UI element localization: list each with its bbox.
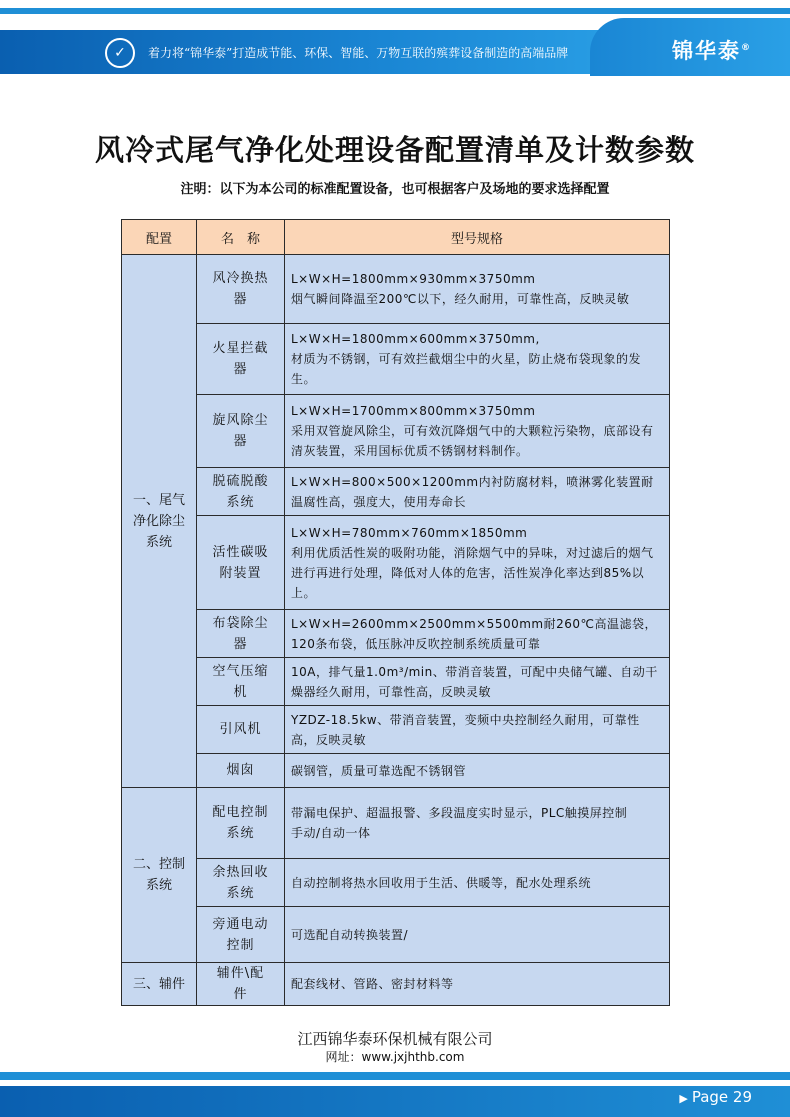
- item-name-cell: 空气压缩机: [197, 658, 285, 706]
- company-name: 江西锦华泰环保机械有限公司: [297, 1030, 493, 1048]
- table-row: [122, 324, 670, 395]
- spec-line: L×W×H=800×500×1200mm内衬防腐材料，喷淋雾化装置耐温腐性高，强度大，使用寿命长: [291, 474, 654, 509]
- page-label: Page 29: [691, 1088, 752, 1106]
- item-name-cell: 配电控制系统: [197, 788, 285, 859]
- spec-line: L×W×H=1800mm×600mm×3750mm,: [291, 332, 540, 346]
- item-name-cell: 旋风除尘器: [197, 395, 285, 468]
- table-header-row: [122, 220, 670, 255]
- spec-line: 可选配自动转换装置/: [291, 927, 409, 942]
- spec-table: [121, 219, 670, 1006]
- item-spec-cell: [285, 324, 670, 395]
- check-circle-icon: ✓: [105, 38, 135, 68]
- page-title: 风冷式尾气净化处理设备配置清单及计数参数: [94, 133, 695, 167]
- spec-line: 配套线材、管路、密封材料等: [291, 977, 454, 991]
- table-body: [122, 255, 670, 1006]
- header-spec: 型号规格: [285, 220, 670, 255]
- item-spec-cell: [285, 255, 670, 324]
- spec-line: L×W×H=1700mm×800mm×3750mm: [291, 404, 536, 418]
- item-spec-cell: [285, 706, 670, 754]
- spec-line: 10A，排气量1.0m³/min、带消音装置，可配中央储气罐、自动干燥器经久耐用，可靠性高，反映灵敏: [291, 664, 658, 699]
- brand-logo: [672, 35, 752, 65]
- header-slogan: 着力将“锦华泰”打造成节能、环保、智能、万物互联的殡葬设备制造的高端品牌: [148, 46, 569, 60]
- table-row: [122, 255, 670, 324]
- table-row: [122, 754, 670, 788]
- item-spec-cell: [285, 907, 670, 963]
- spec-line: 手动/自动一体: [291, 826, 371, 840]
- header-stripe: [0, 8, 790, 14]
- page-number: [679, 1088, 752, 1106]
- play-icon: ▶: [679, 1092, 688, 1105]
- registered-mark: ®: [741, 43, 752, 53]
- table-row: [122, 907, 670, 963]
- item-spec-cell: [285, 754, 670, 788]
- item-name-cell: 烟囱: [197, 754, 285, 788]
- brand-name: 锦华泰: [672, 39, 741, 63]
- category-cell: 三、辅件: [122, 963, 197, 1006]
- spec-line: YZDZ-18.5kw、带消音装置，变频中央控制经久耐用，可靠性高，反映灵敏: [291, 712, 640, 747]
- page-note: 注明：以下为本公司的标准配置设备，也可根据客户及场地的要求选择配置: [180, 182, 610, 197]
- item-spec-cell: [285, 516, 670, 610]
- item-spec-cell: [285, 963, 670, 1006]
- table-row: [122, 859, 670, 907]
- item-name-cell: 余热回收系统: [197, 859, 285, 907]
- table-row: [122, 706, 670, 754]
- item-name-cell: 活性碳吸附装置: [197, 516, 285, 610]
- page-footer: [0, 1068, 790, 1117]
- item-spec-cell: [285, 610, 670, 658]
- category-cell: 二、控制系统: [122, 788, 197, 963]
- footer-band: [0, 1086, 790, 1117]
- item-name-cell: 辅件\配件: [197, 963, 285, 1006]
- item-spec-cell: [285, 658, 670, 706]
- spec-line: 利用优质活性炭的吸附功能，消除烟气中的异味，对过滤后的烟气进行再进行处理，降低对人体的危害，活性炭净化率达到85%以上。: [291, 545, 654, 600]
- spec-line: L×W×H=780mm×760mm×1850mm: [291, 525, 528, 540]
- table-row: [122, 963, 670, 1006]
- item-name-cell: 引风机: [197, 706, 285, 754]
- item-name-cell: 旁通电动控制: [197, 907, 285, 963]
- item-name-cell: 风冷换热器: [197, 255, 285, 324]
- table-row: [122, 658, 670, 706]
- item-name-cell: 脱硫脱酸系统: [197, 468, 285, 516]
- company-website: 网址：www.jxjhthb.com: [325, 1050, 465, 1064]
- spec-line: 烟气瞬间降温至200℃以下，经久耐用，可靠性高，反映灵敏: [291, 292, 630, 306]
- spec-line: 带漏电保护、超温报警、多段温度实时显示，PLC触摸屏控制: [291, 806, 628, 820]
- table-row: [122, 610, 670, 658]
- spec-line: L×W×H=1800mm×930mm×3750mm: [291, 272, 536, 286]
- table-row: [122, 468, 670, 516]
- item-spec-cell: [285, 788, 670, 859]
- item-spec-cell: [285, 395, 670, 468]
- table-row: [122, 395, 670, 468]
- item-spec-cell: [285, 468, 670, 516]
- table-row: [122, 516, 670, 610]
- item-name-cell: 布袋除尘器: [197, 610, 285, 658]
- spec-line: 采用双管旋风除尘，可有效沉降烟气中的大颗粒污染物，底部设有清灰装置，采用国标优质不锈钢材料制作。: [291, 424, 654, 458]
- header-name: 名 称: [197, 220, 285, 255]
- item-name-cell: 火星拦截器: [197, 324, 285, 395]
- spec-line: L×W×H=2600mm×2500mm×5500mm耐260℃高温滤袋，120条布袋，低压脉冲反吹控制系统质量可靠: [291, 616, 657, 651]
- page-header: [0, 0, 790, 82]
- footer-stripe: [0, 1072, 790, 1080]
- spec-line: 材质为不锈钢，可有效拦截烟尘中的火星，防止烧布袋现象的发生。: [291, 352, 642, 386]
- table-row: [122, 788, 670, 859]
- category-cell: 一、尾气净化除尘系统: [122, 255, 197, 788]
- spec-line: 自动控制将热水回收用于生活、供暖等，配水处理系统: [291, 875, 592, 890]
- spec-line: 碳钢管，质量可靠选配不锈钢管: [291, 763, 467, 778]
- header-config: 配置: [122, 220, 197, 255]
- item-spec-cell: [285, 859, 670, 907]
